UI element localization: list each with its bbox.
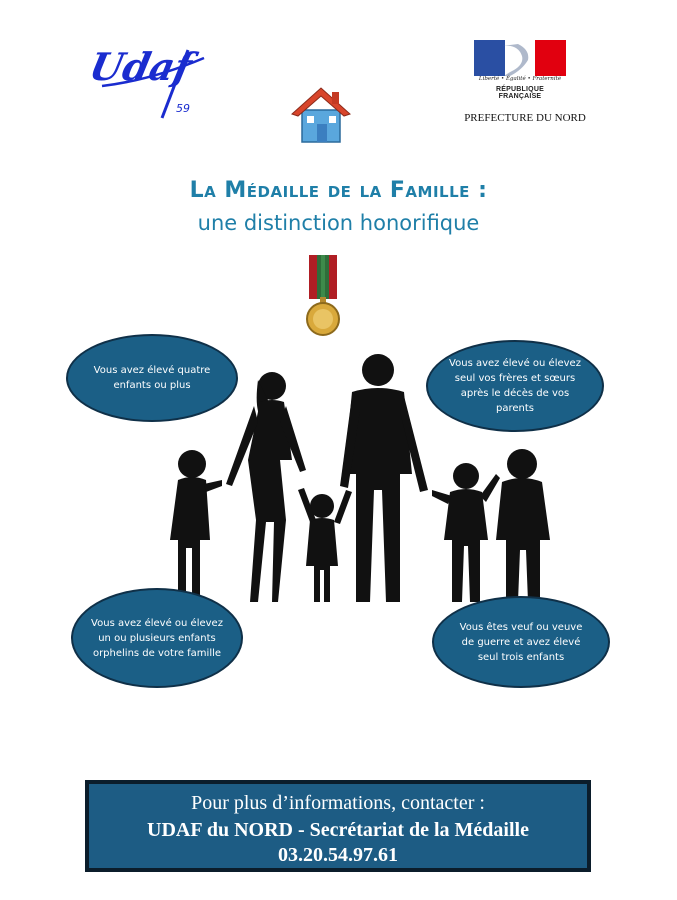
page-title: La Médaille de la Famille : xyxy=(189,178,488,203)
rf-name: RÉPUBLIQUE FRANÇAISE xyxy=(496,86,544,100)
boy-silhouette xyxy=(432,463,500,602)
woman-silhouette xyxy=(226,372,306,602)
older-boy-silhouette xyxy=(496,449,550,602)
criteria-text: Vous avez élevé quatre enfants ou plus xyxy=(93,365,211,391)
rf-motto: Liberté • Égalité • Fraternité xyxy=(478,76,562,82)
contact-intro: Pour plus d’informations, contacter : xyxy=(191,792,485,814)
man-silhouette xyxy=(340,354,428,602)
prefecture-label: PREFECTURE DU NORD xyxy=(464,112,586,124)
contact-box xyxy=(85,780,591,872)
contact-organization: UDAF du NORD - Secrétariat de la Médaille xyxy=(147,819,529,841)
page-subtitle: une distinction honorifique xyxy=(197,211,480,235)
criteria-text: Vous avez élevé ou élevez seul vos frères et sœurs après le décès de vos parents xyxy=(449,358,581,414)
criteria-bubble-four-children xyxy=(66,334,238,422)
contact-phone: 03.20.54.97.61 xyxy=(278,844,398,866)
toddler-silhouette xyxy=(298,488,352,602)
criteria-text: Vous avez élevé ou élevez un ou plusieurs enfants orphelins de votre famille xyxy=(91,617,223,659)
girl-silhouette xyxy=(170,450,222,602)
criteria-bubble-siblings xyxy=(426,340,604,432)
republique-francaise-logo xyxy=(474,40,566,102)
criteria-bubble-war-widow xyxy=(432,596,610,688)
marianne-flag-icon xyxy=(474,40,566,76)
criteria-bubble-orphans xyxy=(71,588,243,688)
medal-icon xyxy=(305,255,341,337)
udaf-logo-number: 59 xyxy=(176,102,190,115)
house-icon xyxy=(288,84,354,146)
udaf-logo xyxy=(92,40,222,120)
udaf-logo-text: Udaf xyxy=(92,45,196,90)
criteria-text: Vous êtes veuf ou veuve de guerre et avez élevé seul trois enfants xyxy=(459,621,583,663)
